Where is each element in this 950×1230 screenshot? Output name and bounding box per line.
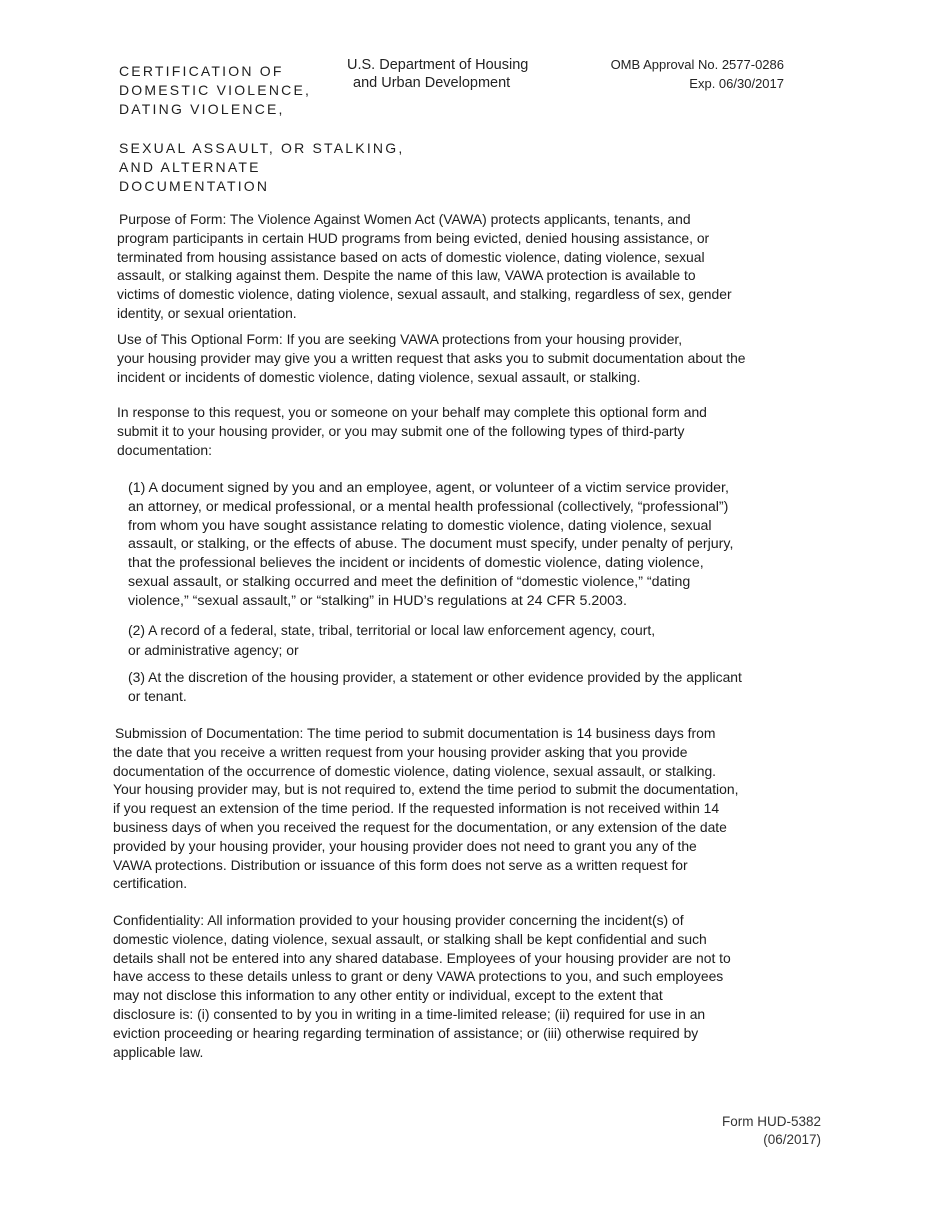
omb-approval [611, 55, 784, 93]
response-section [117, 403, 707, 459]
text-line: provided by your housing provider, your housing provider does not need to grant you any of the [113, 837, 697, 854]
text-line: your housing provider may give you a written request that asks you to submit documentation about the [117, 349, 746, 366]
text-line: submit it to your housing provider, or you may submit one of the following types of third-party [117, 422, 685, 439]
title-line: AND ALTERNATE [119, 159, 261, 175]
text-line: if you request an extension of the time period. If the requested information is not received within 14 [113, 800, 720, 817]
text-line: that the professional believes the incident or incidents of domestic violence, dating violence, [128, 555, 704, 572]
text-line: eviction proceeding or hearing regarding termination of assistance; or (iii) otherwise required by [113, 1024, 699, 1041]
text-line: assault, or stalking, or the effects of abuse. The document must specify, under penalty of perjury, [128, 536, 734, 553]
documentation-option-2 [128, 621, 655, 660]
form-number: Form HUD-5382 [721, 1114, 821, 1129]
text-line: or tenant. [128, 687, 187, 704]
text-line: assault, or stalking against them. Despite the name of this law, VAWA protection is available to [117, 267, 696, 284]
title-line: CERTIFICATION OF [119, 63, 284, 79]
omb-number: OMB Approval No. 2577-0286 [610, 57, 784, 72]
text-line: sexual assault, or stalking occurred and meet the definition of “domestic violence,” “dating [128, 573, 691, 590]
submission-section [113, 724, 738, 893]
text-line: documentation of the occurrence of domestic violence, dating violence, sexual assault, or stalking. [113, 762, 717, 779]
omb-expiration: Exp. 06/30/2017 [689, 76, 784, 91]
text-line: documentation: [117, 441, 212, 458]
text-line: (2) A record of a federal, state, tribal, territorial or local law enforcement agency, court, [128, 622, 656, 638]
text-line: domestic violence, dating violence, sexual assault, or stalking shall be kept confidential and such [113, 930, 707, 947]
text-line: business days of when you received the request for the documentation, or any extension of the date [113, 818, 727, 835]
text-line: Purpose of Form: The Violence Against Women Act (VAWA) protects applicants, tenants, and [119, 211, 691, 227]
text-line: Submission of Documentation: The time period to submit documentation is 14 business days from [115, 725, 716, 741]
title-line: DATING VIOLENCE, [119, 101, 285, 117]
documentation-option-3 [128, 668, 742, 706]
text-line: applicable law. [113, 1043, 204, 1060]
text-line: VAWA protections. Distribution or issuance of this form does not serve as a written request for [113, 856, 688, 873]
text-line: details shall not be entered into any shared database. Employees of your housing provider are not to [113, 949, 731, 966]
form-footer [722, 1113, 821, 1149]
text-line: from whom you have sought assistance relating to domestic violence, dating violence, sexual [128, 517, 712, 534]
text-line: incident or incidents of domestic violence, dating violence, sexual assault, or stalking. [117, 368, 641, 385]
text-line: In response to this request, you or someone on your behalf may complete this optional form and [117, 404, 707, 420]
confidentiality-section [113, 911, 731, 1061]
text-line: (1) A document signed by you and an employee, agent, or volunteer of a victim service provider, [128, 480, 729, 496]
form-revision: (06/2017) [763, 1132, 821, 1147]
purpose-section [117, 210, 732, 323]
agency-line: U.S. Department of Housing [347, 57, 529, 73]
text-line: Your housing provider may, but is not required to, extend the time period to submit the documentation, [113, 781, 739, 798]
text-line: the date that you receive a written request from your housing provider asking that you provide [113, 743, 688, 760]
text-line: may not disclose this information to any other entity or individual, except to the extent that [113, 987, 663, 1004]
form-title-continued [119, 139, 404, 196]
text-line: victims of domestic violence, dating violence, sexual assault, and stalking, regardless of sex, gender [117, 286, 732, 303]
text-line: program participants in certain HUD programs from being evicted, denied housing assistance, or [117, 229, 710, 246]
text-line: terminated from housing assistance based on acts of domestic violence, dating violence, sexual [117, 248, 705, 265]
title-line: DOCUMENTATION [119, 178, 270, 194]
text-line: disclosure is: (i) consented to by you in writing in a time-limited release; (ii) required for use in an [113, 1005, 706, 1022]
text-line: certification. [113, 875, 188, 892]
form-title [119, 62, 311, 119]
use-section [117, 330, 746, 386]
text-line: an attorney, or medical professional, or a mental health professional (collectively, “professional”) [128, 498, 729, 515]
text-line: or administrative agency; or [128, 641, 299, 658]
documentation-option-1 [128, 479, 733, 611]
text-line: (3) At the discretion of the housing provider, a statement or other evidence provided by the applicant [128, 669, 742, 685]
text-line: Use of This Optional Form: If you are seeking VAWA protections from your housing provider, [117, 331, 683, 347]
text-line: Confidentiality: All information provided to your housing provider concerning the incident(s) of [113, 912, 684, 928]
text-line: have access to these details unless to grant or deny VAWA protections to you, and such employees [113, 968, 724, 985]
title-line: DOMESTIC VIOLENCE, [119, 82, 312, 98]
agency-line: and Urban Development [353, 75, 511, 91]
text-line: identity, or sexual orientation. [117, 304, 297, 321]
title-line: SEXUAL ASSAULT, OR STALKING, [119, 140, 405, 156]
text-line: violence,” “sexual assault,” or “stalking” in HUD’s regulations at 24 CFR 5.2003. [128, 592, 627, 609]
agency-name [347, 56, 528, 92]
